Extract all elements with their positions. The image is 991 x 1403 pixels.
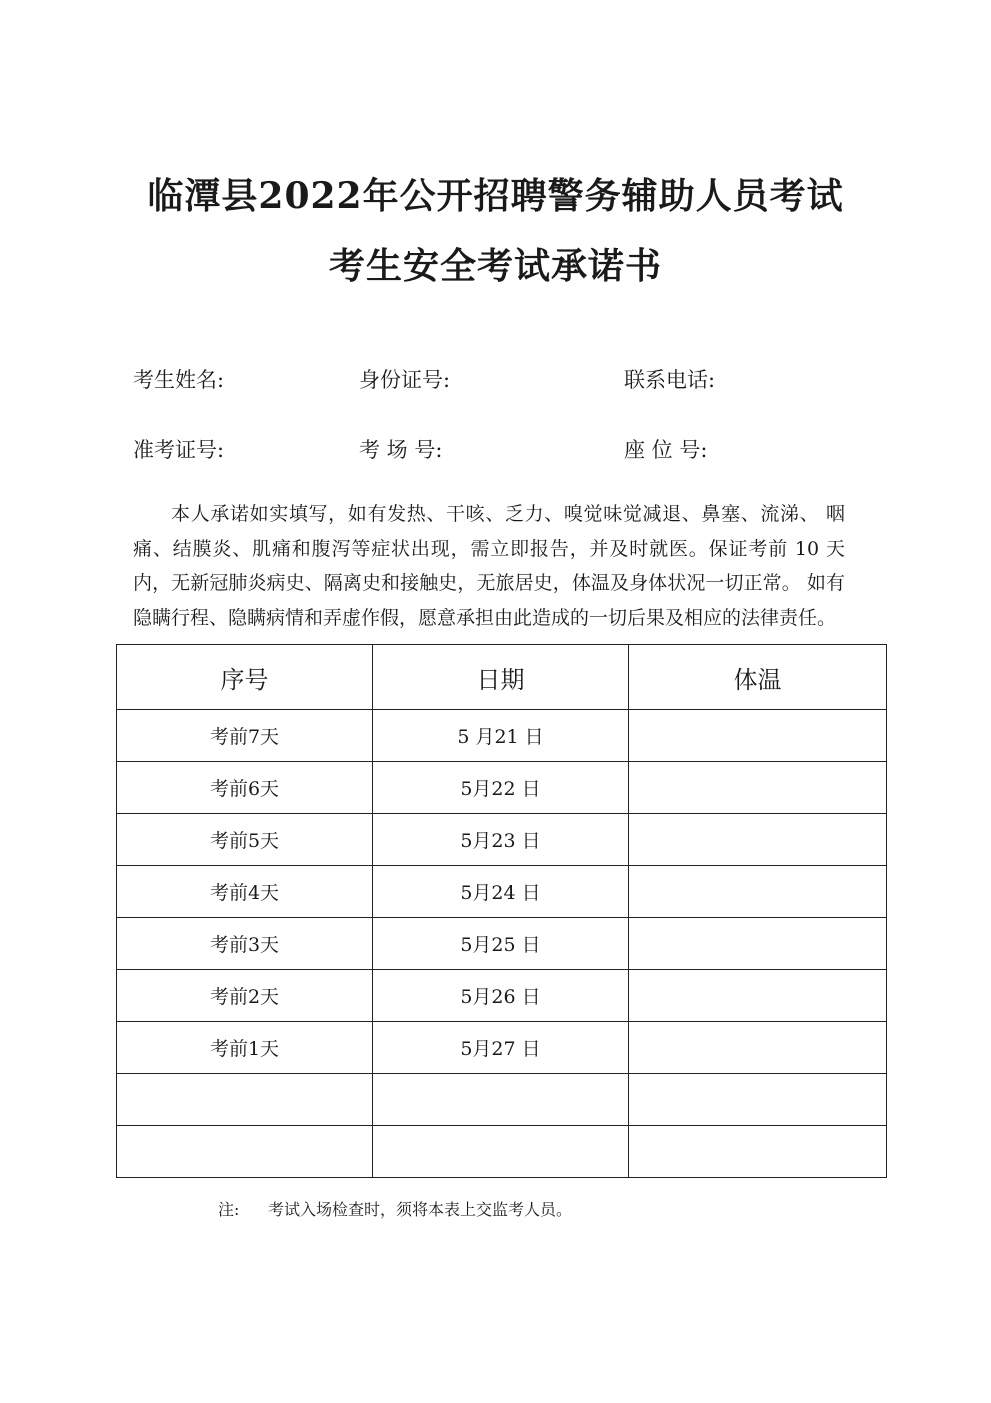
day-cell: 考前2天	[117, 970, 373, 1022]
temperature-cell[interactable]	[629, 710, 887, 762]
column-header-temperature: 体温	[629, 645, 887, 710]
temperature-cell[interactable]	[629, 918, 887, 970]
blank-cell[interactable]	[629, 1074, 887, 1126]
column-header-index: 序号	[117, 645, 373, 710]
blank-cell[interactable]	[629, 1126, 887, 1178]
table-row	[117, 866, 887, 918]
temperature-cell[interactable]	[629, 970, 887, 1022]
blank-cell[interactable]	[373, 1074, 629, 1126]
temperature-cell[interactable]	[629, 814, 887, 866]
blank-cell[interactable]	[373, 1126, 629, 1178]
column-header-date: 日期	[373, 645, 629, 710]
id-card-field-label: 身份证号:	[359, 368, 451, 392]
day-cell: 考前4天	[117, 866, 373, 918]
table-row	[117, 1022, 887, 1074]
pledge-paragraph: 本人承诺如实填写，如有发热、干咳、乏力、嗅觉味觉减退、鼻塞、流涕、 咽痛、结膜炎、肌痛和腹泻等症状出现，需立即报告，并及时就医。保证考前 10 天内，无新冠肺炎病史、隔离史和接触史，无旅居史，体温及身体状况一切正常。 如有隐瞒行程、隐瞒病情和弄虚作假，愿意承担由此造成的一切后果及相应的法律责任。	[133, 503, 845, 629]
table-header-row	[117, 645, 887, 710]
note-label: 注:	[218, 1200, 240, 1219]
date-cell: 5 月21 日	[373, 710, 629, 762]
table-row	[117, 1074, 887, 1126]
table-row	[117, 970, 887, 1022]
note-text: 考试入场检查时，须将本表上交监考人员。	[268, 1200, 573, 1219]
date-cell: 5月23 日	[373, 814, 629, 866]
temperature-cell[interactable]	[629, 762, 887, 814]
name-field-label: 考生姓名:	[133, 368, 225, 392]
day-cell: 考前1天	[117, 1022, 373, 1074]
temperature-cell[interactable]	[629, 1022, 887, 1074]
table-row	[117, 1126, 887, 1178]
document-title: 临潭县2022年公开招聘警务辅助人员考试	[147, 175, 844, 217]
table-row	[117, 814, 887, 866]
temperature-cell[interactable]	[629, 866, 887, 918]
ticket-no-field-label: 准考证号:	[133, 438, 225, 462]
day-cell: 考前7天	[117, 710, 373, 762]
temperature-table	[116, 644, 887, 1178]
table-row	[117, 918, 887, 970]
table-row	[117, 710, 887, 762]
room-no-field-label: 考 场 号:	[359, 438, 443, 462]
day-cell: 考前5天	[117, 814, 373, 866]
day-cell: 考前3天	[117, 918, 373, 970]
blank-cell[interactable]	[117, 1074, 373, 1126]
date-cell: 5月27 日	[373, 1022, 629, 1074]
date-cell: 5月25 日	[373, 918, 629, 970]
blank-cell[interactable]	[117, 1126, 373, 1178]
day-cell: 考前6天	[117, 762, 373, 814]
date-cell: 5月22 日	[373, 762, 629, 814]
date-cell: 5月26 日	[373, 970, 629, 1022]
table-row	[117, 762, 887, 814]
document-subtitle: 考生安全考试承诺书	[328, 245, 662, 287]
seat-no-field-label: 座 位 号:	[624, 438, 708, 462]
date-cell: 5月24 日	[373, 866, 629, 918]
phone-field-label: 联系电话:	[624, 368, 716, 392]
